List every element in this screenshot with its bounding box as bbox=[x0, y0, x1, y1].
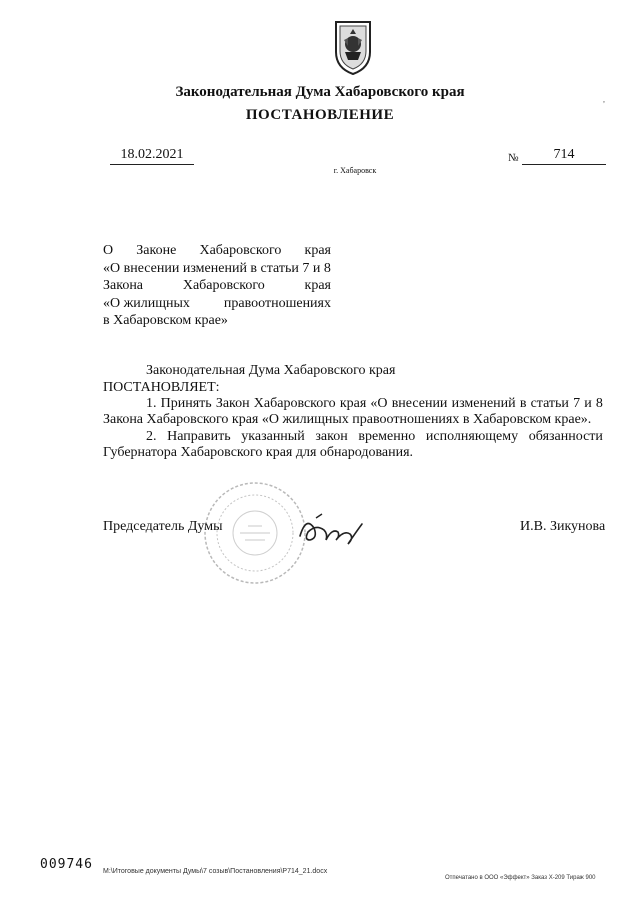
body-word: и bbox=[584, 396, 592, 411]
item-2-line-1 bbox=[146, 428, 603, 445]
subject-word: Закона bbox=[103, 278, 144, 293]
body-word: 2. bbox=[146, 429, 157, 444]
intro-line: Законодательная Дума Хабаровского края bbox=[146, 363, 396, 378]
signer-name: И.В. Зикунова bbox=[520, 519, 606, 534]
city-label: г. Хабаровск bbox=[333, 166, 377, 175]
body-word: указанный bbox=[241, 429, 305, 444]
organization-title: Законодательная Дума Хабаровского края bbox=[175, 84, 465, 100]
margin-mark: , bbox=[603, 95, 605, 104]
subject-line: «О внесении изменений в статьи 7 и 8 bbox=[103, 260, 331, 276]
subject-word: края bbox=[304, 243, 331, 258]
body-word: закон bbox=[315, 429, 348, 444]
coat-of-arms-emblem bbox=[330, 18, 376, 76]
serial-number: 009746 bbox=[40, 857, 93, 872]
number-sign: № bbox=[508, 152, 519, 164]
printer-info: Отпечатано в ООО «Эффект» Заказ Х-209 Тираж 900 bbox=[445, 875, 596, 881]
subject-word: Законе bbox=[136, 243, 177, 258]
body-word: в bbox=[519, 396, 527, 411]
body-word: края bbox=[339, 396, 367, 411]
item-2-line-2: Губернатора Хабаровского края для обнародования. bbox=[103, 445, 414, 460]
document-subject bbox=[103, 242, 331, 330]
document-type: ПОСТАНОВЛЕНИЕ bbox=[245, 107, 395, 123]
body-word: Закон bbox=[215, 396, 250, 411]
subject-word: «О жилищных bbox=[103, 295, 190, 311]
body-word: внесении bbox=[391, 396, 448, 411]
document-date: 18.02.2021 bbox=[110, 147, 194, 165]
subject-line: в Хабаровском крае» bbox=[103, 313, 228, 328]
subject-word: О bbox=[103, 243, 114, 258]
subject-word: Хабаровского bbox=[182, 278, 265, 293]
document-number: 714 bbox=[522, 147, 606, 165]
body-word: Принять bbox=[160, 396, 212, 411]
body-word: обязанности bbox=[528, 429, 603, 444]
subject-word: края bbox=[304, 278, 331, 293]
body-word: статьи bbox=[530, 396, 569, 411]
subject-line bbox=[103, 295, 331, 313]
subject-line bbox=[103, 277, 331, 295]
body-word: 1. bbox=[146, 396, 157, 411]
handwritten-signature bbox=[296, 510, 366, 550]
subject-word: Хабаровского bbox=[199, 243, 282, 258]
body-word: изменений bbox=[451, 396, 516, 411]
body-word: исполняющему bbox=[425, 429, 519, 444]
signer-title: Председатель Думы bbox=[103, 519, 223, 534]
body-word: Хабаровского bbox=[253, 396, 336, 411]
subject-word: правоотношениях bbox=[223, 295, 331, 311]
item-1-line-1 bbox=[146, 395, 603, 412]
body-word: 7 bbox=[573, 396, 581, 411]
body-word: Направить bbox=[167, 429, 231, 444]
file-path: M:\Итоговые документы Думы\7 созыв\Постановления\Р714_21.docx bbox=[103, 868, 328, 875]
resolves-line: ПОСТАНОВЛЯЕТ: bbox=[103, 380, 220, 395]
item-1-line-2: Закона Хабаровского края «О жилищных правоотношениях в Хабаровском крае». bbox=[103, 412, 592, 427]
body-word: «О bbox=[370, 396, 388, 411]
body-word: временно bbox=[358, 429, 416, 444]
body-word: 8 bbox=[595, 396, 603, 411]
subject-line bbox=[103, 242, 331, 260]
